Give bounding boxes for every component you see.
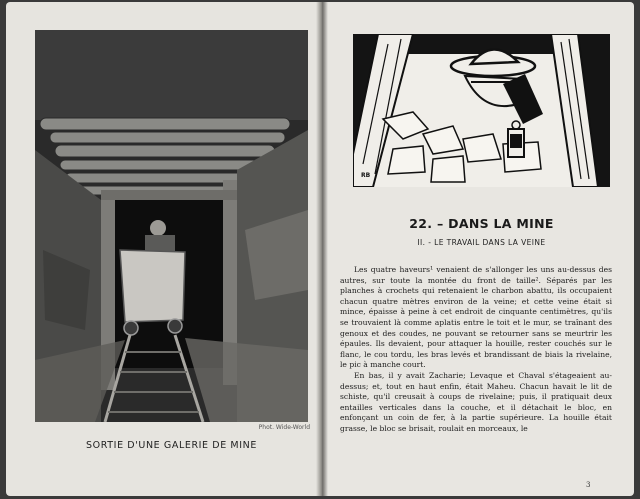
photo-credit: Phot. Wide-World (258, 424, 310, 431)
illustration-signature: RB (361, 172, 371, 179)
chapter-subtitle: II. - LE TRAVAIL DANS LA VEINE (417, 238, 546, 247)
photo-caption: SORTIE D'UNE GALERIE DE MINE (86, 440, 257, 451)
page-number: 3 (586, 481, 591, 489)
chapter-title: 22. – DANS LA MINE (409, 216, 554, 231)
paragraph: Les quatre haveurs¹ venaient de s'allonger les uns au-dessus des autres, sur toute la montée du front de taille². Séparés par les planches à crochets qui retenaient le charbon abattu, ils occupaient chacun quatre mètres environ de la veine; et cette veine était si mince, épaisse à peine à cet endroit de cinquante centimètres, qu'ils se trouvaient là comme aplatis entre le toit et le mur, se traînant des genoux et des coudes, ne pouvant se retourner sans se meurtrir les épaules. Ils devaient, pour attaquer la houille, rester couchés sur le flanc, le cou tordu, les bras levés et brandissant de biais la rivelaine, le pic à manche court. (340, 265, 612, 370)
mine-gallery-photo (35, 30, 308, 422)
chapter-body-text (340, 265, 612, 435)
paragraph: En bas, il y avait Zacharie; Levaque et Chaval s'étageaient au-dessus; et, tout en haut enfin, était Maheu. Chacun havait le lit de schiste, qu'il creusait à coups de rivelaine; puis, il pratiquait deux entailles verticales dans la couche, et il détachait le bloc, en enfonçant un coin de fer, à la partie supérieure. La houille était grasse, le bloc se brisait, roulait en morceaux, le (340, 370, 612, 433)
miner-illustration (353, 34, 610, 187)
book-gutter (316, 2, 328, 496)
